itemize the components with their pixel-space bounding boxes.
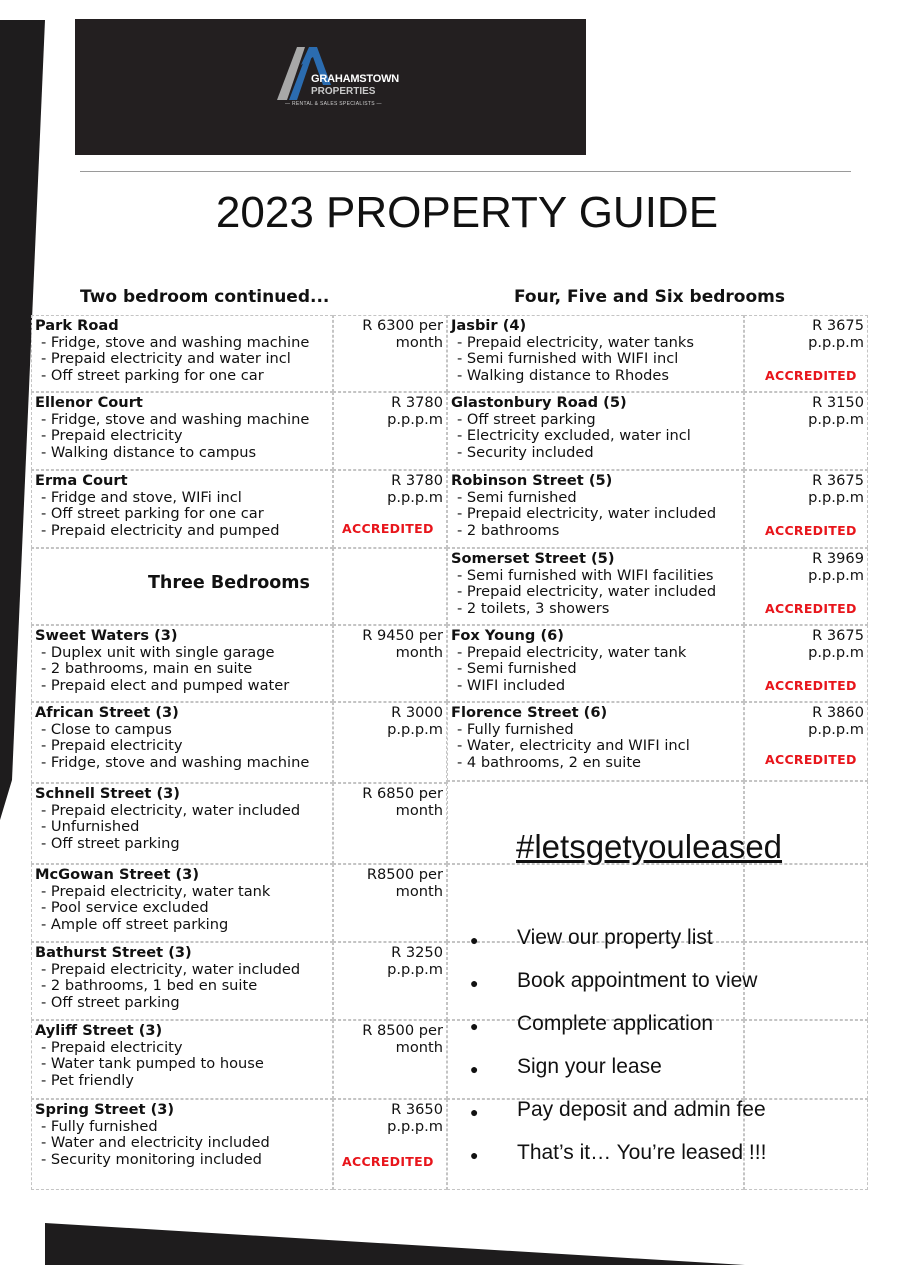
hashtag: #letsgetyouleased <box>516 828 783 865</box>
price-line: month <box>395 333 443 351</box>
property-feature: - Prepaid electricity and pumped <box>41 521 280 539</box>
property-price <box>808 705 864 738</box>
property-feature: - Duplex unit with single garage <box>41 643 275 661</box>
price-line: R 9450 per <box>362 627 443 644</box>
listing-entry <box>35 628 289 694</box>
property-feature: - Security included <box>457 443 594 461</box>
property-feature: - 4 bathrooms, 2 en suite <box>457 753 642 771</box>
price-line: R 3250 <box>391 944 443 961</box>
bullet-icon: ● <box>470 975 479 991</box>
property-feature: - Prepaid electricity, water tank <box>41 882 271 900</box>
property-feature: - Off street parking for one car <box>41 366 264 384</box>
property-feature: - Prepaid electricity <box>41 737 183 754</box>
property-price <box>387 945 443 978</box>
price-line: p.p.p.m <box>387 488 443 506</box>
property-name: Fox Young (6) <box>451 627 564 644</box>
property-feature: - Prepaid electricity <box>41 427 183 444</box>
price-line: R 3675 <box>812 627 864 644</box>
accredited-badge: ACCREDITED <box>765 601 857 616</box>
accredited-badge: ACCREDITED <box>765 523 857 538</box>
bottom-black-stripe <box>45 1223 745 1265</box>
property-price <box>362 318 443 351</box>
property-name: Erma Court <box>35 472 128 489</box>
bullet-icon: ● <box>470 932 479 948</box>
property-name: Bathurst Street (3) <box>35 944 192 961</box>
property-name: Schnell Street (3) <box>35 785 180 802</box>
property-price <box>362 786 443 819</box>
accredited-badge: ACCREDITED <box>342 1154 434 1169</box>
property-feature: - Semi furnished with WIFI incl <box>457 350 679 367</box>
price-line: R 3780 <box>391 394 443 411</box>
property-name: Florence Street (6) <box>451 704 608 721</box>
price-line: R 8500 per <box>362 1022 443 1039</box>
price-line: p.p.p.m <box>808 720 864 738</box>
property-feature: - Prepaid electricity and water incl <box>41 350 291 367</box>
property-feature: - Fridge, stove and washing machine <box>41 410 310 428</box>
right-column-heading: Four, Five and Six bedrooms <box>514 287 785 307</box>
property-feature: - 2 bathrooms, main en suite <box>41 660 253 677</box>
price-line: p.p.p.m <box>808 643 864 661</box>
property-price <box>808 395 864 428</box>
property-feature: - Unfurnished <box>41 818 140 835</box>
property-feature: - 2 toilets, 3 showers <box>457 599 610 617</box>
listing-entry <box>451 551 716 617</box>
property-price <box>362 1023 443 1056</box>
property-name: African Street (3) <box>35 704 179 721</box>
property-name: Park Road <box>35 317 119 334</box>
property-feature: - Off street parking <box>41 834 180 852</box>
property-name: McGowan Street (3) <box>35 866 200 883</box>
listing-entry <box>451 628 686 694</box>
price-line: p.p.p.m <box>387 1117 443 1135</box>
property-feature: - Off street parking for one car <box>41 505 264 522</box>
property-feature: - Fridge, stove and washing machine <box>41 333 310 351</box>
property-feature: - Pool service excluded <box>41 899 209 916</box>
property-name: Sweet Waters (3) <box>35 627 178 644</box>
price-line: R 3150 <box>812 394 864 411</box>
property-feature: - Prepaid electricity, water tanks <box>457 333 694 351</box>
property-feature: - Prepaid electricity, water included <box>457 583 717 600</box>
listing-entry <box>35 1102 270 1168</box>
price-line: month <box>395 643 443 661</box>
accredited-badge: ACCREDITED <box>765 368 857 383</box>
property-feature: - Prepaid electricity <box>41 1038 183 1056</box>
logo-line-2: PROPERTIES <box>311 86 376 97</box>
property-price <box>808 473 864 506</box>
property-feature: - Fridge, stove and washing machine <box>41 753 310 771</box>
listing-entry <box>451 705 690 771</box>
property-feature: - 2 bathrooms <box>457 521 560 539</box>
property-feature: - Pet friendly <box>41 1071 134 1089</box>
property-feature: - Water tank pumped to house <box>41 1055 264 1072</box>
property-price <box>387 705 443 738</box>
property-price <box>387 1102 443 1135</box>
property-feature: - Semi furnished <box>457 488 577 506</box>
accredited-badge: ACCREDITED <box>765 752 857 767</box>
price-line: R 6850 per <box>362 785 443 802</box>
accredited-badge: ACCREDITED <box>342 521 434 536</box>
property-feature: - Prepaid elect and pumped water <box>41 676 290 694</box>
price-line: R 3675 <box>812 317 864 334</box>
company-logo <box>275 45 405 135</box>
listing-entry <box>35 705 309 771</box>
price-line: R 3675 <box>812 472 864 489</box>
logo-tagline: — RENTAL & SALES SPECIALISTS — <box>285 101 382 107</box>
price-line: R8500 per <box>366 866 443 883</box>
table-cell <box>744 1020 868 1099</box>
listing-entry <box>35 867 270 933</box>
property-feature: - Walking distance to campus <box>41 443 257 461</box>
listing-entry <box>35 318 309 384</box>
property-feature: - Ample off street parking <box>41 915 229 933</box>
property-feature: - Electricity excluded, water incl <box>457 427 691 444</box>
left-column-heading: Two bedroom continued... <box>80 287 330 307</box>
property-price <box>808 318 864 351</box>
listing-entry <box>451 473 716 539</box>
logo-banner <box>75 19 586 155</box>
property-feature: - Water, electricity and WIFI incl <box>457 737 690 754</box>
property-feature: - Off street parking <box>41 993 180 1011</box>
property-price <box>387 395 443 428</box>
listing-entry <box>35 786 300 852</box>
price-line: month <box>395 882 443 900</box>
property-feature: - 2 bathrooms, 1 bed en suite <box>41 977 258 994</box>
property-feature: - Prepaid electricity, water included <box>41 801 301 819</box>
listing-entry <box>451 395 691 461</box>
property-name: Spring Street (3) <box>35 1101 175 1118</box>
price-line: p.p.p.m <box>808 410 864 428</box>
section-heading: Three Bedrooms <box>148 573 310 593</box>
bullet-icon: ● <box>470 1018 479 1034</box>
property-feature: - Close to campus <box>41 720 172 738</box>
table-cell <box>744 942 868 1020</box>
price-line: R 6300 per <box>362 317 443 334</box>
price-line: p.p.p.m <box>808 333 864 351</box>
bullet-icon: ● <box>470 1104 479 1120</box>
property-feature: - Off street parking <box>457 410 596 428</box>
price-line: month <box>395 1038 443 1056</box>
property-price <box>362 628 443 661</box>
table-cell <box>744 864 868 942</box>
property-feature: - Prepaid electricity, water included <box>41 960 301 978</box>
property-feature: - Prepaid electricity, water included <box>457 505 717 522</box>
logo-line-1: GRAHAMSTOWN <box>311 73 400 85</box>
property-name: Robinson Street (5) <box>451 472 613 489</box>
bullet-icon: ● <box>470 1061 479 1077</box>
listing-entry <box>451 318 694 384</box>
property-name: Ayliff Street (3) <box>35 1022 163 1039</box>
property-price <box>808 551 864 584</box>
property-feature: - Walking distance to Rhodes <box>457 366 669 384</box>
property-feature: - Prepaid electricity, water tank <box>457 643 687 661</box>
table-cell <box>333 548 447 625</box>
price-line: p.p.p.m <box>387 960 443 978</box>
price-line: p.p.p.m <box>808 566 864 584</box>
property-feature: - WIFI included <box>457 676 566 694</box>
property-price <box>367 867 443 900</box>
page-title: 2023 PROPERTY GUIDE <box>215 188 719 237</box>
property-feature: - Fridge and stove, WIFi incl <box>41 488 242 506</box>
listing-entry <box>35 945 300 1011</box>
property-name: Glastonbury Road (5) <box>451 394 627 411</box>
divider <box>80 171 851 172</box>
listing-entry <box>35 395 309 461</box>
price-line: R 3650 <box>391 1101 443 1118</box>
bullet-icon: ● <box>470 1147 479 1163</box>
property-feature: - Security monitoring included <box>41 1150 262 1168</box>
price-line: R 3860 <box>812 704 864 721</box>
property-feature: - Water and electricity included <box>41 1134 270 1151</box>
property-feature: - Fully furnished <box>457 720 574 738</box>
accredited-badge: ACCREDITED <box>765 678 857 693</box>
price-line: p.p.p.m <box>808 488 864 506</box>
price-line: R 3780 <box>391 472 443 489</box>
price-line: month <box>395 801 443 819</box>
price-line: p.p.p.m <box>387 410 443 428</box>
property-name: Ellenor Court <box>35 394 143 411</box>
property-name: Jasbir (4) <box>451 317 527 334</box>
price-line: p.p.p.m <box>387 720 443 738</box>
property-name: Somerset Street (5) <box>451 550 615 567</box>
property-price <box>808 628 864 661</box>
listing-entry <box>35 1023 264 1089</box>
price-line: R 3000 <box>391 704 443 721</box>
price-line: R 3969 <box>812 550 864 567</box>
property-price <box>387 473 443 506</box>
listing-entry <box>35 473 280 539</box>
property-feature: - Fully furnished <box>41 1117 158 1135</box>
property-feature: - Semi furnished <box>457 660 577 677</box>
property-feature: - Semi furnished with WIFI facilities <box>457 566 714 584</box>
